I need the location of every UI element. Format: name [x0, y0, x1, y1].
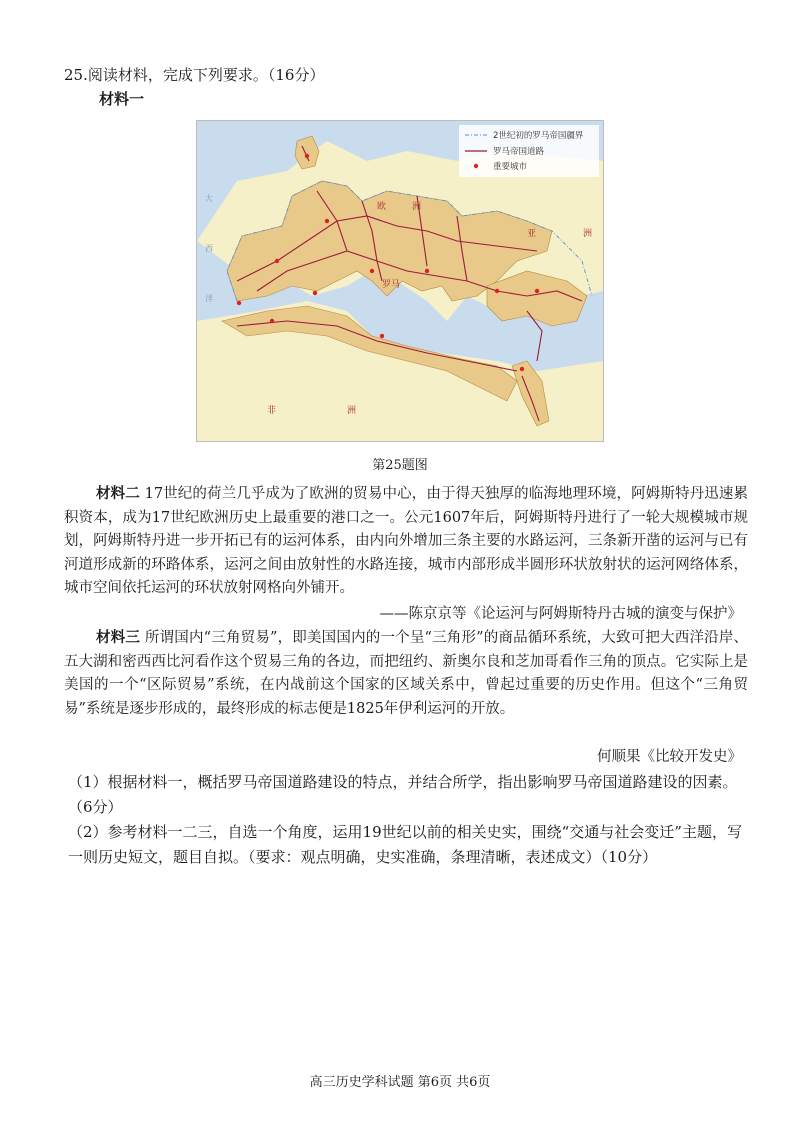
page-footer: 高三历史学科试题 第6页 共6页	[309, 1075, 491, 1090]
question-title: 25.阅读材料，完成下列要求。（16分）	[64, 66, 325, 84]
material-two-paragraph	[64, 482, 748, 601]
roman-empire-map	[196, 120, 604, 442]
material-three-source: 何顺果《比较开发史》	[597, 749, 742, 765]
material-two-text: 17世纪的荷兰几乎成为了欧洲的贸易中心，由于得天独厚的临海地理环境，阿姆斯特丹迅速累积资本，成为17世纪欧洲历史上最重要的港口之一。公元1607年后，阿姆斯特丹进行了一轮大规模城市规划，阿姆斯特丹进一步开拓已有的运河体系，由内向外增加三条主要的水路运河，三条新开凿的运河与已有河道形成新的环路体系，运河之间由放射性的水路连接，城市内部形成半圆形环状放射状的运河网络体系，城市空间依托运河的环状放射网格向外铺开。	[64, 486, 748, 596]
map-label-rome: 罗马	[382, 280, 401, 290]
material-three-paragraph	[64, 626, 748, 721]
figure-caption: 第25题图	[372, 458, 428, 473]
map-label-ocean-3: 洋	[205, 294, 213, 303]
material-two-source: ——陈京京等《论运河与阿姆斯特丹古城的演变与保护》	[379, 606, 742, 622]
requirement-2: （2）参考材料一二三，自选一个角度，运用19世纪以前的相关史实，围绕“交通与社会变迁”主题，写一则历史短文，题目自拟。（要求：观点明确，史实准确，条理清晰，表述成文）（10分）	[68, 823, 742, 866]
material-three-label: 材料三	[96, 629, 141, 646]
material-three-text: 所谓国内“三角贸易”，即美国国内的一个呈“三角形”的商品循环系统，大致可把大西洋沿岸、五大湖和密西西比河看作这个贸易三角的各边，而把纽约、新奥尔良和芝加哥看作三角的顶点。它实际上是美国的一个“区际贸易”系统，在内战前这个国家的区域关系中，曾起过重要的历史作用。但这个“三角贸易”系统是逐步形成的，最终形成的标志便是1825年伊利运河的开放。	[64, 630, 749, 717]
map-label-ocean-2: 西	[205, 244, 213, 253]
legend-border-text: 2世纪初的罗马帝国疆界	[493, 131, 584, 141]
map-label-europe-1: 欧	[377, 202, 387, 212]
map-label-asia-2: 洲	[583, 229, 593, 239]
map-label-africa-2: 洲	[347, 406, 357, 416]
material-one-label: 材料一	[99, 90, 145, 108]
map-label-ocean-1: 大	[205, 194, 213, 203]
map-label-europe-2: 洲	[412, 202, 422, 212]
requirement-1: （1）根据材料一，概括罗马帝国道路建设的特点，并结合所学，指出影响罗马帝国道路建设的因素。（6分）	[68, 773, 738, 816]
material-two-label: 材料二	[96, 485, 140, 502]
legend-road-text: 罗马帝国道路	[493, 147, 545, 157]
map-label-asia-1: 亚	[527, 229, 537, 239]
map-label-africa-1: 非	[267, 406, 277, 416]
legend-city-text: 重要城市	[493, 162, 528, 172]
